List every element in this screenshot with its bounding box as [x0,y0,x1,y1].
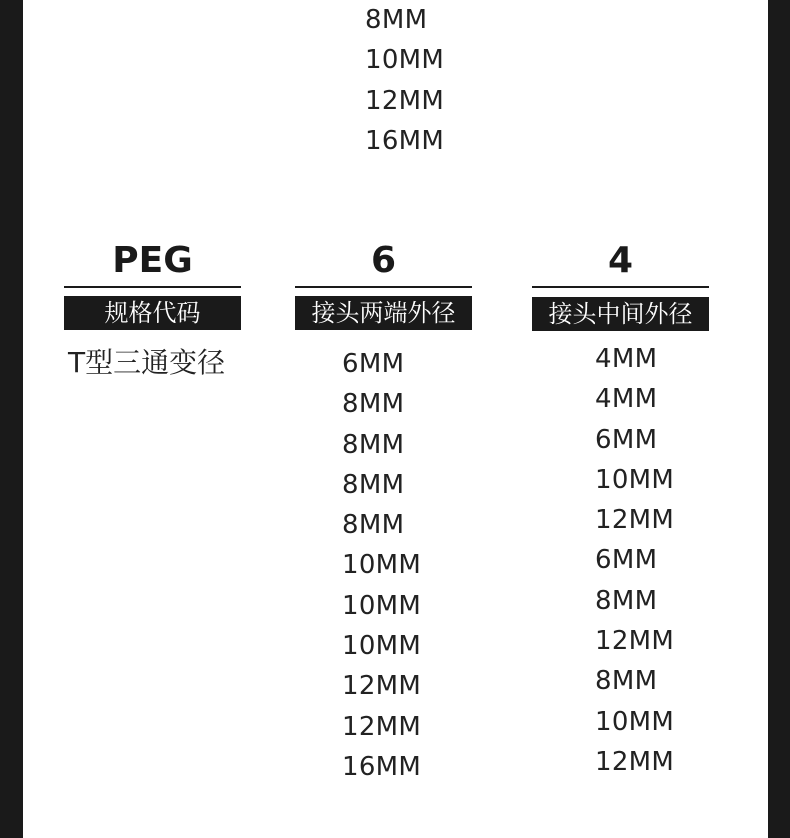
list-item: 6MM [342,349,405,379]
list-item: 10MM [365,45,445,76]
list-item: 4MM [595,344,658,374]
spec-name: T型三通变径 [68,346,226,379]
divider [532,286,709,288]
list-item: 12MM [595,746,675,777]
column-title: PEG [112,240,193,281]
divider [64,286,241,288]
list-item: 12MM [595,505,675,536]
list-item: 10MM [342,590,422,621]
list-item: 8MM [342,429,405,460]
list-item: 10MM [595,464,675,495]
end-diameter-list [342,344,421,787]
list-item: 6MM [595,424,658,455]
list-item: 8MM [595,666,658,697]
column-middle-diameter [532,238,709,331]
column-title: 6 [370,240,397,281]
list-item: 8MM [342,389,405,420]
list-item: 10MM [595,706,675,737]
column-end-diameter [295,238,472,330]
list-item: 12MM [342,711,422,742]
column-label: 接头中间外径 [532,297,709,331]
list-item: 10MM [342,550,422,581]
middle-diameter-list [595,339,674,782]
top-size-list [365,0,444,161]
column-label: 规格代码 [64,296,241,330]
column-label: 接头两端外径 [295,296,472,330]
list-item: 16MM [342,751,422,782]
column-spec-code [64,238,241,330]
spec-sheet [23,0,768,838]
list-item: 6MM [595,545,658,576]
list-item: 16MM [365,125,445,156]
list-item: 10MM [342,631,422,662]
list-item: 8MM [342,510,405,541]
column-title: 4 [607,240,634,281]
list-item: 12MM [365,85,445,116]
list-item: 8MM [342,469,405,500]
divider [295,286,472,288]
list-item: 4MM [595,384,658,415]
list-item: 12MM [595,626,675,657]
list-item: 8MM [595,585,658,616]
list-item: 8MM [365,5,428,35]
list-item: 12MM [342,671,422,702]
